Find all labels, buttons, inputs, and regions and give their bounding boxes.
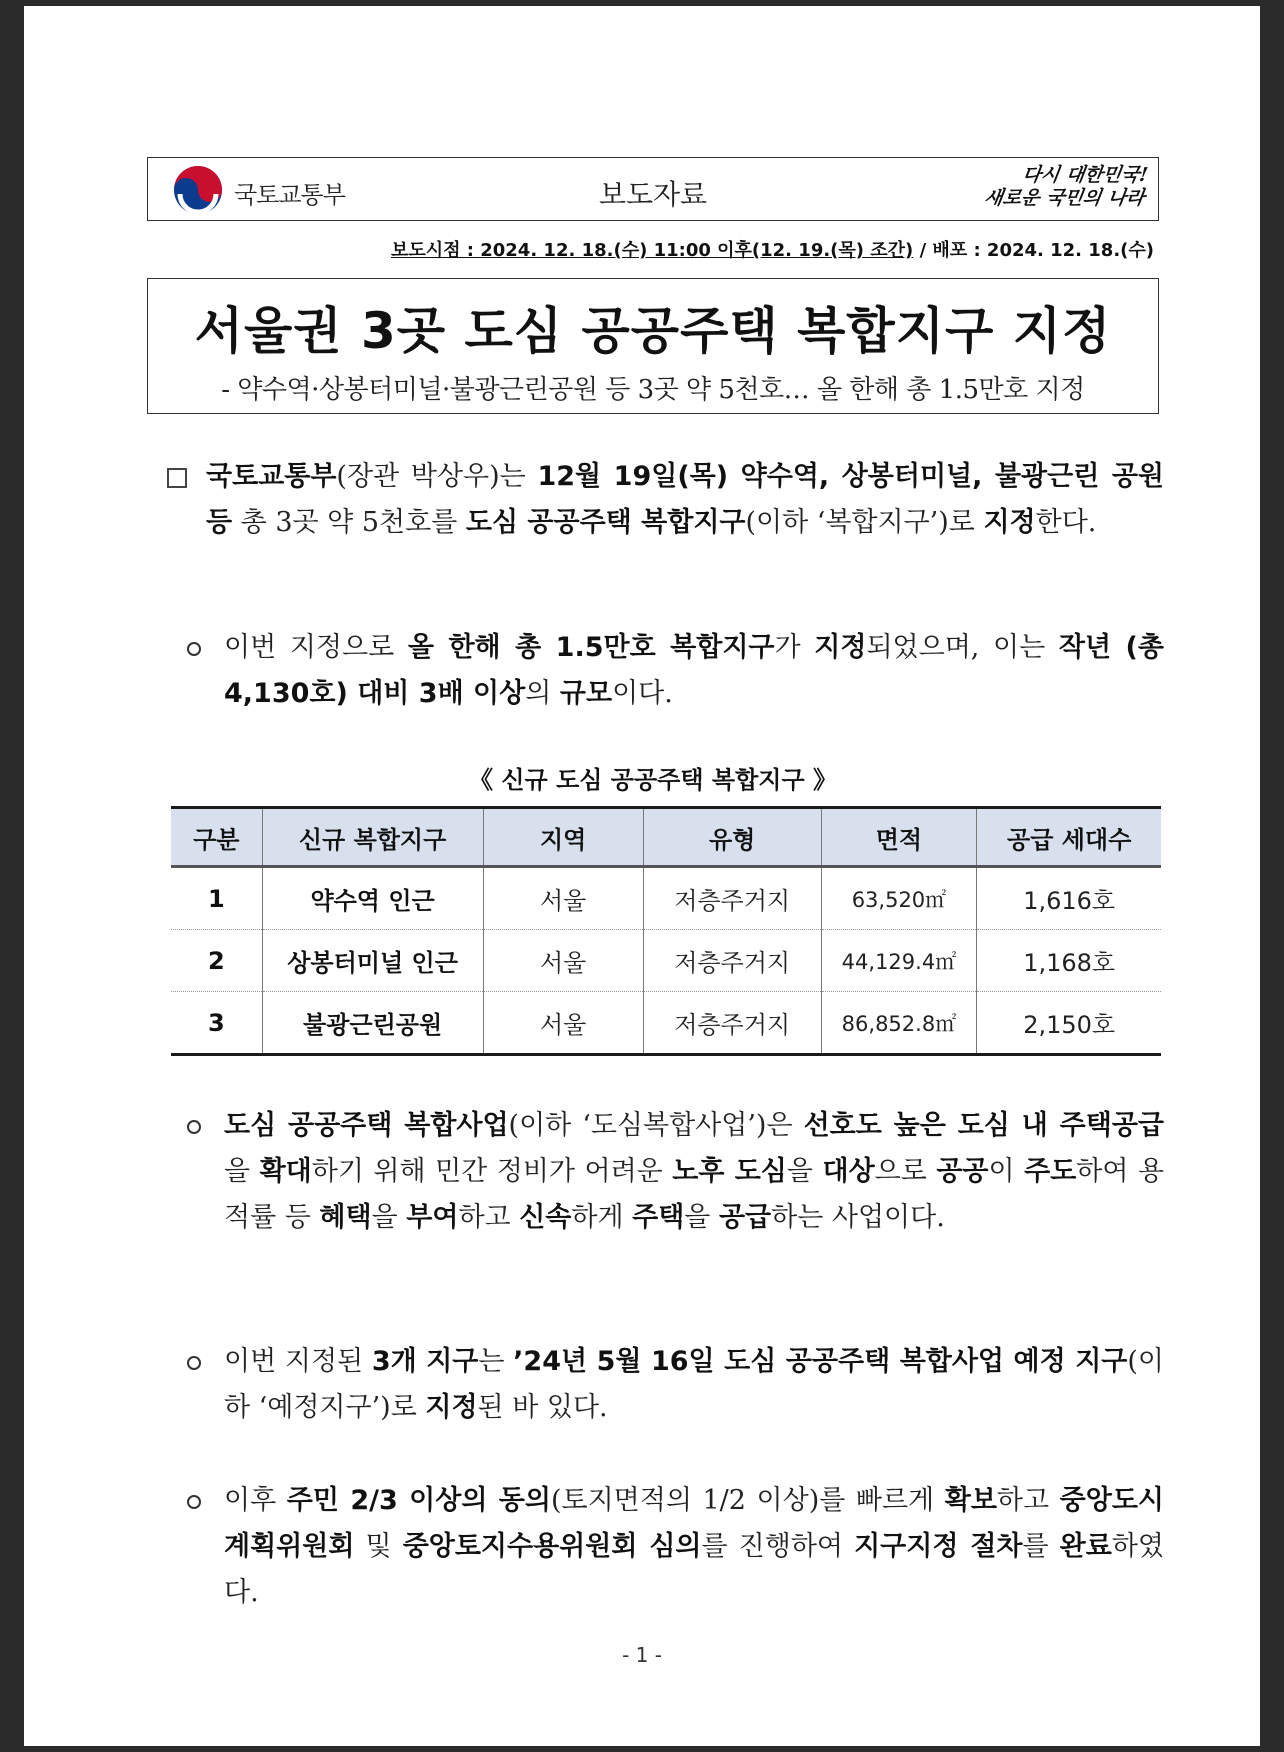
para4-bold-6: 지정 [425,1392,478,1423]
para5-bold-4: 확보 [944,1485,997,1516]
para4-text-3: 는 [478,1346,514,1377]
paragraph-5 [224,1478,1164,1616]
para2-bold-8: 규모 [559,678,613,709]
release-time: 보도시점 : 2024. 12. 18.(수) 11:00 이후(12. 19.(목) 조간) [390,240,914,261]
square-bullet-icon [167,468,187,488]
para3-bold-23: 공급 [718,1202,772,1233]
para4-text-7: 된 바 있다. [477,1392,608,1423]
slogan-line-1: 다시 대한민국! [1021,164,1150,186]
col-header: 유형 [643,808,821,867]
cell-supply: 2,150호 [977,992,1161,1055]
complex-district-table [171,806,1161,1056]
cell-district: 불광근린공원 [262,992,483,1055]
para1-bold-1: 국토교통부 [206,461,337,492]
para5-bold-8: 중앙토지수용위원회 심의 [402,1531,702,1562]
para1-text-4: 총 3곳 약 5천호를 [232,507,466,538]
para3-text-18: 하고 [458,1202,520,1233]
paragraph-1 [206,454,1164,546]
para5-text-9: 를 진행하여 [701,1531,855,1562]
cell-type: 저층주거지 [643,867,821,930]
para3-text-2: (이하 ‘도심복합사업’)은 [508,1110,804,1141]
cell-region: 서울 [483,930,643,992]
para5-text-3: (토지면적의 1/2 이상)를 빠르게 [550,1485,945,1516]
para1-text-8: 한다. [1035,507,1097,538]
paragraph-2 [224,625,1164,717]
page-subtitle: - 약수역·상봉터미널·불광근린공원 등 3곳 약 5천호… 올 한해 총 1.5만호 지정 [221,375,1085,405]
para3-bold-19: 신속 [519,1202,572,1233]
table-row [171,867,1161,930]
para1-bold-3: 12월 19일(목) 약수역, 상봉터미널, 불광근린 공원 등 [206,461,1164,538]
cell-no: 2 [171,930,262,992]
title-box [147,278,1159,414]
para3-text-24: 하는 사업이다. [771,1202,945,1233]
distribution-date: 배포 : 2024. 12. 18.(수) [932,240,1154,261]
para3-text-10: 으로 [874,1156,937,1187]
col-header: 신규 복합지구 [262,808,483,867]
para5-bold-2: 주민 2/3 이상의 동의 [286,1485,551,1516]
para4-bold-2: 3개 지구 [371,1346,479,1377]
para5-text-7: 및 [354,1531,403,1562]
para5-bold-10: 지구지정 절차 [854,1531,1023,1562]
para3-text-12: 이 [988,1156,1025,1187]
slogan [913,164,1149,210]
para3-bold-9: 대상 [822,1156,875,1187]
para3-text-22: 을 [684,1202,719,1233]
cell-area: 44,129.4㎡ [821,930,977,992]
col-header: 공급 세대수 [977,808,1161,867]
para3-bold-5: 확대 [259,1156,312,1187]
table-row [171,992,1161,1055]
paragraph-4 [224,1339,1164,1431]
circle-bullet-icon [187,1495,201,1509]
para4-bold-4: ’24년 5월 16일 도심 공공주택 복합사업 예정 지구 [513,1346,1128,1377]
para2-text-3: 가 [774,632,815,663]
para3-bold-7: 노후 도심 [672,1156,787,1187]
cell-type: 저층주거지 [643,992,821,1055]
para3-bold-17: 부여 [406,1202,459,1233]
para4-text-5: (이하 ‘예정지구’)로 [224,1346,1165,1423]
para2-bold-6: 작년 (총 4,130호) 대비 3배 이상 [224,632,1164,709]
press-header [147,157,1159,221]
para4-text-1: 이번 지정된 [224,1346,372,1377]
para3-bold-11: 공공 [936,1156,989,1187]
cell-region: 서울 [483,867,643,930]
cell-area: 86,852.8㎡ [821,992,977,1055]
para2-text-9: 이다. [612,678,673,709]
table-row [171,930,1161,992]
cell-area: 63,520㎡ [821,867,977,930]
org-name: 국토교통부 [234,181,345,209]
cell-no: 1 [171,867,262,930]
col-header: 구분 [171,808,262,867]
para2-bold-2: 올 한해 총 1.5만호 복합지구 [407,632,775,663]
para1-text-6: (이하 ‘복합지구’)로 [745,507,984,538]
doc-type-label: 보도자료 [598,178,708,211]
col-header: 지역 [483,808,643,867]
table-header-row [171,808,1161,867]
para3-text-4: 을 [224,1156,260,1187]
para3-bold-1: 도심 공공주택 복합사업 [224,1110,509,1141]
para2-text-1: 이번 지정으로 [224,632,408,663]
para1-bold-7: 지정 [983,507,1036,538]
cell-district: 상봉터미널 인근 [262,930,483,992]
para5-bold-12: 완료 [1059,1531,1112,1562]
cell-no: 3 [171,992,262,1055]
para5-text-1: 이후 [224,1485,287,1516]
para3-text-6: 하기 위해 민간 정비가 어려운 [311,1156,673,1187]
para3-bold-13: 주도 [1024,1156,1077,1187]
para5-bold-6: 중앙도시계획위원회 [224,1485,1164,1562]
col-header: 면적 [821,808,977,867]
para3-text-8: 을 [786,1156,823,1187]
cell-region: 서울 [483,992,643,1055]
circle-bullet-icon [187,1120,201,1134]
para5-text-5: 하고 [996,1485,1060,1516]
document-page [24,6,1260,1746]
cell-supply: 1,616호 [977,867,1161,930]
para2-bold-4: 지정 [814,632,867,663]
para3-text-14: 하여 용적률 등 [224,1156,1165,1233]
para2-text-7: 의 [525,678,560,709]
para5-text-11: 를 [1022,1531,1060,1562]
para1-bold-5: 도심 공공주택 복합지구 [465,507,746,538]
table-caption: 《 신규 도심 공공주택 복합지구 》 [469,766,837,794]
cell-supply: 1,168호 [977,930,1161,992]
para2-text-5: 되었으며, 이는 [866,632,1059,663]
cell-type: 저층주거지 [643,930,821,992]
paragraph-3 [224,1103,1164,1241]
cell-district: 약수역 인근 [262,867,483,930]
page-title: 서울권 3곳 도심 공공주택 복합지구 지정 [194,302,1112,360]
release-info [354,236,1154,262]
para3-bold-3: 선호도 높은 도심 내 주택공급 [803,1110,1164,1141]
circle-bullet-icon [187,1356,201,1370]
para3-text-20: 하게 [571,1202,633,1233]
para3-bold-21: 주택 [632,1202,685,1233]
para1-text-2: (장관 박상우)는 [336,461,538,492]
slogan-line-2: 새로운 국민의 나라 [982,187,1146,209]
circle-bullet-icon [187,642,201,656]
para3-bold-15: 혜택 [319,1202,372,1233]
para5-text-13: 하였다. [224,1531,1165,1608]
page-number: - 1 - [622,1643,662,1667]
para3-text-16: 을 [371,1202,407,1233]
release-separator: / [913,240,933,261]
